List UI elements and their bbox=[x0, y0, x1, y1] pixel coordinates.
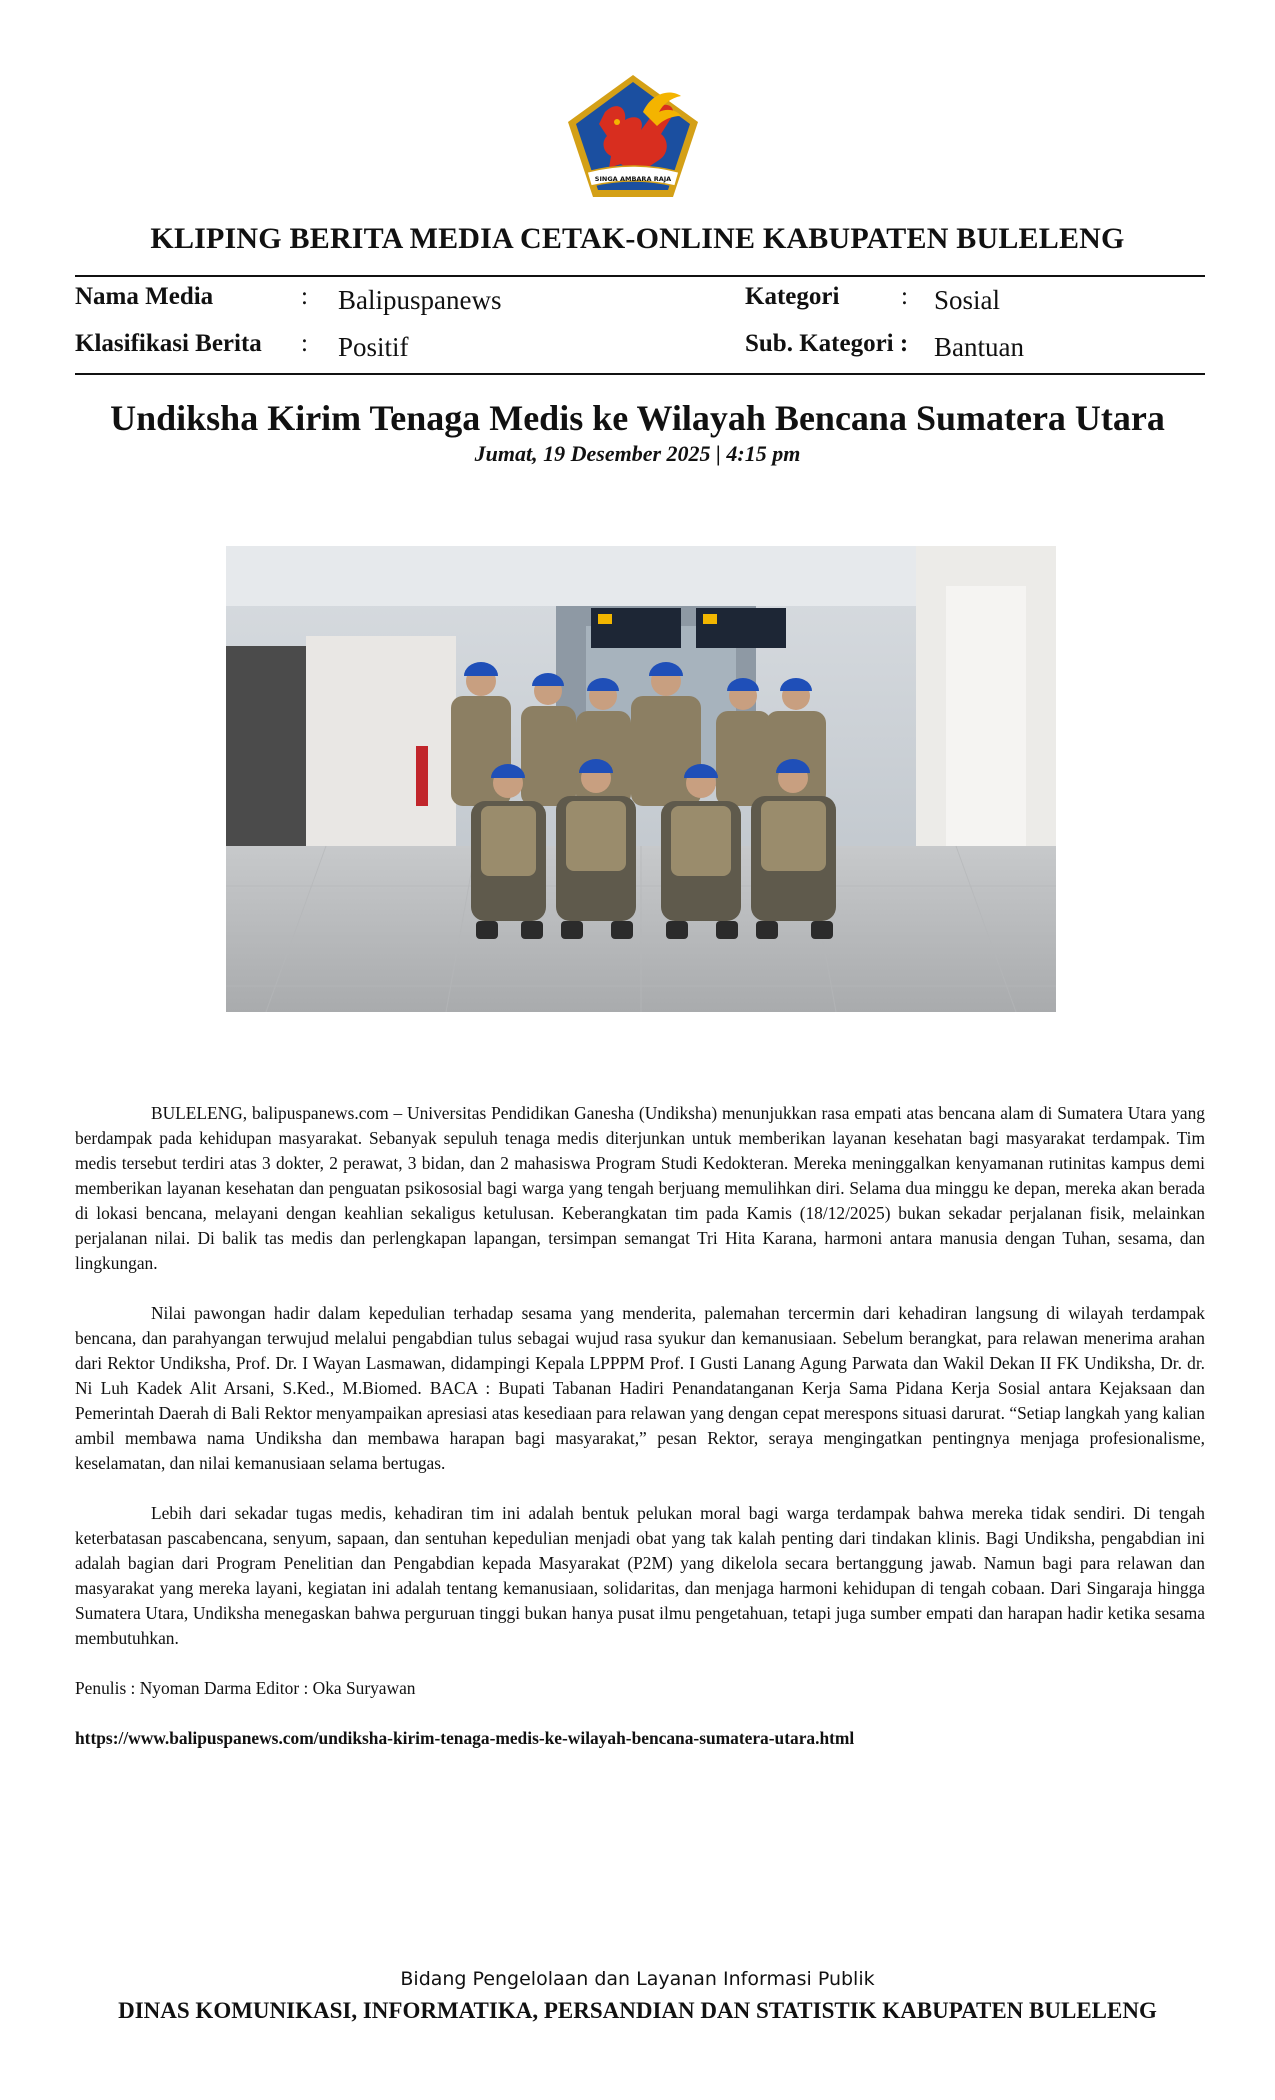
kategori-value: Sosial bbox=[934, 285, 1001, 315]
source-url-link[interactable]: https://www.balipuspanews.com/undiksha-kirim-tenaga-medis-ke-wilayah-bencana-sumatera-utara.html bbox=[75, 1728, 855, 1748]
article-credits: Penulis : Nyoman Darma Editor : Oka Suryawan bbox=[75, 1678, 416, 1698]
header-bottom-rule bbox=[75, 373, 1205, 375]
lion-crest-icon bbox=[565, 72, 701, 200]
buleleng-regency-logo bbox=[565, 72, 701, 200]
article-photo bbox=[226, 546, 1056, 1012]
header-top-rule bbox=[75, 275, 1205, 277]
svg-text:SINGA AMBARA RAJA: SINGA AMBARA RAJA bbox=[594, 175, 672, 183]
footer-division: Bidang Pengelolaan dan Layanan Informasi Publik bbox=[400, 1968, 875, 1990]
article-title: Undiksha Kirim Tenaga Medis ke Wilayah Bencana Sumatera Utara bbox=[110, 398, 1165, 438]
sub-kategori-label: Sub. Kategori : bbox=[745, 330, 909, 357]
nama-media-value: Balipuspanews bbox=[338, 285, 502, 315]
klasifikasi-value: Positif bbox=[338, 332, 409, 362]
klasifikasi-label: Klasifikasi Berita bbox=[75, 330, 262, 357]
document-heading: KLIPING BERITA MEDIA CETAK-ONLINE KABUPATEN BULELENG bbox=[150, 222, 1125, 255]
nama-media-colon: : bbox=[301, 283, 308, 310]
nama-media-label: Nama Media bbox=[75, 283, 214, 310]
kategori-colon: : bbox=[901, 283, 908, 310]
article-body bbox=[75, 1101, 1205, 1776]
article-paragraph: Lebih dari sekadar tugas medis, kehadiran tim ini adalah bentuk pelukan moral bagi warga terdampak bahwa mereka tidak sendiri. Di tengah keterbatasan pascabencana, senyum, sapaan, dan sentuhan kepedulian menjadi obat yang tak kalah penting dari tindakan klinis. Bagi Undiksha, pengabdian ini adalah bagian dari Program Penelitian dan Pengabdian kepada Masyarakat (P2M) yang dikelola secara bertanggung jawab. Namun bagi para relawan dan masyarakat yang mereka layani, kegiatan ini adalah tentang kemanusiaan, solidaritas, dan menjaga harmoni kehidupan di tengah cobaan. Dari Singaraja hingga Sumatera Utara, Undiksha menegaskan bahwa perguruan tinggi bukan hanya pusat ilmu pengetahuan, tetapi juga sumber empati dan harapan hadir ketika sesama membutuhkan. bbox=[75, 1503, 1205, 1648]
klasifikasi-colon: : bbox=[301, 330, 308, 357]
sub-kategori-value: Bantuan bbox=[934, 332, 1024, 362]
article-paragraph: BULELENG, balipuspanews.com – Universitas Pendidikan Ganesha (Undiksha) menunjukkan rasa empati atas bencana alam di Sumatera Utara yang berdampak pada kehidupan masyarakat. Sebanyak sepuluh tenaga medis diterjunkan untuk memberikan layanan kesehatan bagi masyarakat terdampak. Tim medis tersebut terdiri atas 3 dokter, 2 perawat, 3 bidan, dan 2 mahasiswa Program Studi Kedokteran. Mereka meninggalkan kenyamanan rutinitas kampus demi memberikan layanan kesehatan dan penguatan psikososial bagi warga yang tengah berjuang memulihkan diri. Selama dua minggu ke depan, mereka akan berada di lokasi bencana, melayani dengan keahlian sekaligus ketulusan. Keberangkatan tim pada Kamis (18/12/2025) bukan sekadar perjalanan fisik, melainkan perjalanan nilai. Di balik tas medis dan perlengkapan lapangan, tersimpan semangat Tri Hita Karana, harmoni antara manusia dengan Tuhan, sesama, dan lingkungan. bbox=[75, 1103, 1205, 1273]
article-date: Jumat, 19 Desember 2025 | 4:15 pm bbox=[474, 441, 801, 466]
footer-agency: DINAS KOMUNIKASI, INFORMATIKA, PERSANDIAN DAN STATISTIK KABUPATEN BULELENG bbox=[118, 1998, 1157, 2023]
kategori-label: Kategori bbox=[745, 283, 840, 310]
article-paragraph: Nilai pawongan hadir dalam kepedulian terhadap sesama yang menderita, palemahan tercermin dari kehadiran langsung di wilayah terdampak bencana, dan parahyangan terwujud melalui pengabdian tulus sebagai wujud rasa syukur dan kemanusiaan. Sebelum berangkat, para relawan menerima arahan dari Rektor Undiksha, Prof. Dr. I Wayan Lasmawan, didampingi Kepala LPPPM Prof. I Gusti Lanang Agung Parwata dan Wakil Dekan II FK Undiksha, Dr. dr. Ni Luh Kadek Alit Arsani, S.Ked., M.Biomed. BACA : Bupati Tabanan Hadiri Penandatanganan Kerja Sama Pidana Kerja Sosial antara Kejaksaan dan Pemerintah Daerah di Bali Rektor menyampaikan apresiasi atas kesediaan para relawan yang dengan cepat merespons situasi darurat. “Setiap langkah yang kalian ambil membawa nama Undiksha dan membawa harapan bagi masyarakat,” pesan Rektor, seraya mengingatkan pentingnya menjaga profesionalisme, keselamatan, dan nilai kemanusiaan selama bertugas. bbox=[75, 1303, 1205, 1473]
